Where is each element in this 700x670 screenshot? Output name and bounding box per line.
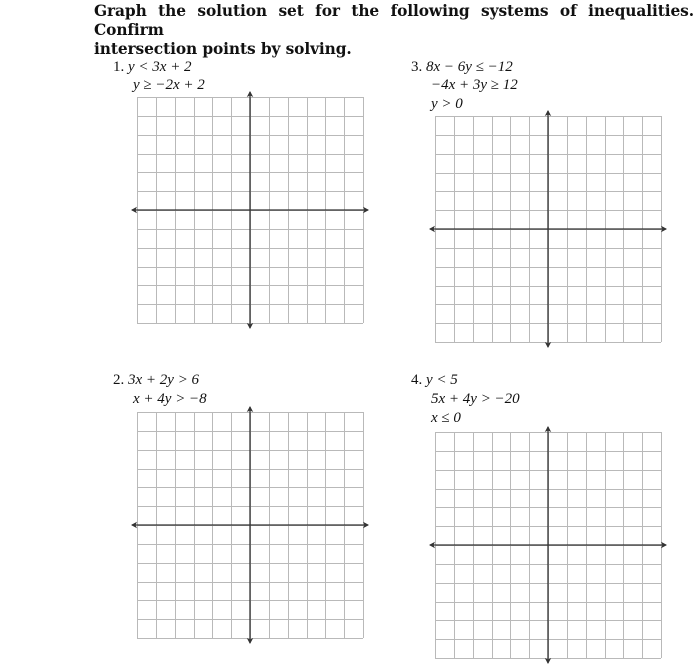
inequality: x ≤ 0 — [431, 410, 461, 426]
problem-3-line-2 — [431, 77, 518, 94]
problem-4-line-2 — [431, 391, 520, 408]
inequality: 8x − 6y ≤ −12 — [426, 59, 513, 75]
problem-number: 3. — [411, 59, 423, 75]
problem-2-line-2 — [133, 391, 207, 408]
inequality: −4x + 3y ≥ 12 — [431, 77, 518, 93]
inequality: y < 3x + 2 — [128, 59, 192, 75]
coordinate-grid — [428, 427, 670, 663]
problem-1-line-1 — [113, 59, 192, 76]
problem-2-line-1 — [113, 372, 199, 389]
inequality: y > 0 — [431, 96, 463, 112]
coordinate-grid — [428, 111, 670, 347]
instructions-line-1: Graph the solution set for the following systems of inequalities. Confirm — [94, 2, 694, 39]
problem-4-line-1 — [411, 372, 458, 389]
inequality: 3x + 2y > 6 — [128, 372, 200, 388]
instructions — [94, 2, 694, 59]
inequality: 5x + 4y > −20 — [431, 391, 520, 407]
coordinate-grid — [130, 92, 370, 328]
problem-number: 2. — [113, 372, 125, 388]
coordinate-grid — [130, 407, 370, 643]
inequality: x + 4y > −8 — [133, 391, 207, 407]
problem-3-line-1 — [411, 59, 513, 76]
instructions-line-2: intersection points by solving. — [94, 40, 352, 58]
problem-number: 4. — [411, 372, 423, 388]
problem-4-line-3 — [431, 410, 461, 427]
problem-number: 1. — [113, 59, 125, 75]
inequality: y < 5 — [426, 372, 458, 388]
inequality: y ≥ −2x + 2 — [133, 77, 205, 93]
